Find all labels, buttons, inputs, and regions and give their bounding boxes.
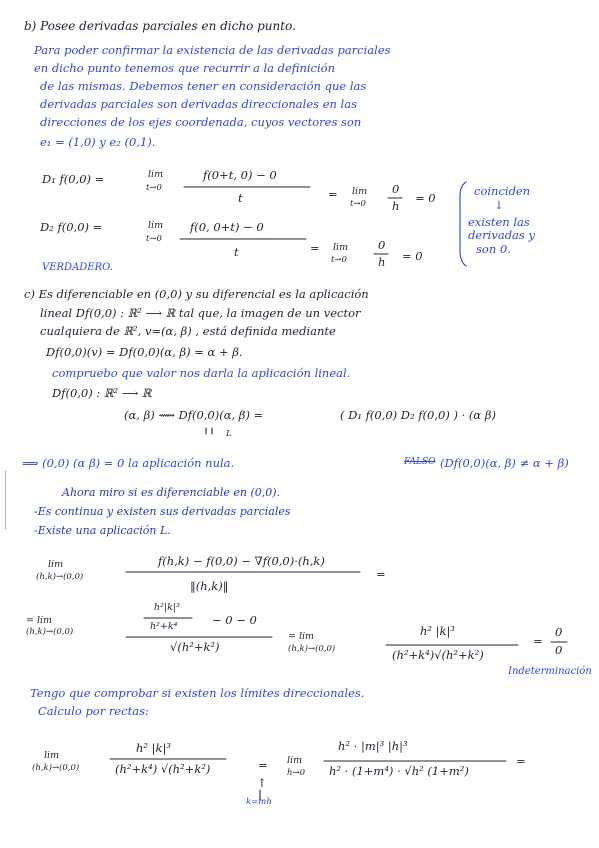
lim3-numerator: h² |k|³ bbox=[136, 741, 171, 755]
d2-lhs: D₂ f(0,0) = bbox=[40, 220, 103, 234]
d2-result: = 0 bbox=[402, 249, 423, 263]
lim2-label: = lim bbox=[26, 615, 53, 626]
lim3-lim2-sub: h→0 bbox=[287, 768, 306, 778]
d1-denominator: t bbox=[238, 191, 243, 205]
intro-line-6: e₁ = (1,0) y e₂ (0,1). bbox=[40, 135, 156, 149]
d1-lim-sub: t→0 bbox=[146, 183, 162, 193]
differential-formula: Df(0,0)(v) = Df(0,0)(α, β) = α + β. bbox=[46, 345, 243, 359]
map-L-marker bbox=[206, 428, 212, 434]
intro-line-5: direcciones de los ejes coordenada, cuyos vectores son bbox=[40, 115, 362, 129]
now-check-line: Ahora miro si es diferenciable en (0,0). bbox=[62, 486, 281, 499]
lim1-sub: (h,k)→(0,0) bbox=[36, 572, 84, 582]
lim2-num-top: h²|k|³ bbox=[154, 602, 180, 613]
lim2-result-top: 0 bbox=[555, 625, 563, 639]
lim2-result-bottom: 0 bbox=[555, 643, 563, 657]
map-rhs: ( D₁ f(0,0) D₂ f(0,0) ) · (α β) bbox=[340, 408, 496, 422]
lim3-den2: h² · (1+m⁴) · √h² (1+m²) bbox=[329, 764, 469, 778]
lim2-result-eq: = bbox=[533, 634, 543, 648]
d1-numerator: f(0+t, 0) − 0 bbox=[203, 168, 277, 182]
lim2-num2: h² |k|³ bbox=[420, 624, 455, 638]
d2-lim2-sub: t→0 bbox=[331, 255, 347, 265]
check-line: compruebo que valor nos darla la aplicación lineal. bbox=[52, 366, 351, 380]
side-note-derivadas: derivadas y bbox=[468, 228, 535, 242]
intro-line-1: Para poder confirmar la existencia de las derivadas parciales bbox=[34, 43, 391, 57]
condition-2: -Existe una aplicación L. bbox=[34, 524, 171, 537]
d2-num2: 0 bbox=[378, 238, 386, 252]
d1-lim2-sub: t→0 bbox=[350, 199, 366, 209]
lim1-denominator: ‖(h,k)‖ bbox=[190, 579, 229, 593]
side-note-coinciden: coinciden bbox=[474, 184, 531, 198]
map-equation: (α, β) ⟿ Df(0,0)(α, β) = bbox=[124, 408, 264, 422]
implies-line: ⟹ (0,0) (α β) = 0 la aplicación nula. bbox=[22, 456, 235, 470]
d2-equals: = bbox=[310, 241, 320, 255]
d2-numerator: f(0, 0+t) − 0 bbox=[190, 220, 264, 234]
false-word: FALSO bbox=[404, 457, 436, 467]
lim2-sub: (h,k)→(0,0) bbox=[26, 627, 74, 637]
condition-1: -Es continua y existen sus derivadas parciales bbox=[34, 505, 291, 518]
lim3-equals: = bbox=[258, 758, 268, 772]
lim2-denominator: √(h²+k²) bbox=[170, 640, 220, 654]
d1-num2: 0 bbox=[392, 182, 400, 196]
lim3-tail: = bbox=[516, 754, 526, 768]
indeterminacy-note: Indeterminación bbox=[508, 666, 592, 677]
verdict-true: VERDADERO. bbox=[42, 262, 113, 273]
d2-denominator: t bbox=[234, 245, 239, 259]
d1-lim2: lim bbox=[352, 186, 368, 197]
lim3-sub: (h,k)→(0,0) bbox=[32, 763, 80, 773]
d2-den2: h bbox=[378, 255, 386, 269]
side-note-brace bbox=[460, 182, 466, 266]
d2-lim: lim bbox=[148, 220, 164, 231]
need-line-2: Calculo por rectas: bbox=[38, 704, 149, 718]
lim2-den2: (h²+k⁴)√(h²+k²) bbox=[392, 648, 484, 662]
d1-lim: lim bbox=[148, 169, 164, 180]
lim2-num-tail: − 0 − 0 bbox=[212, 613, 257, 627]
intro-line-3: de las mismas. Debemos tener en consideración que las bbox=[40, 79, 367, 93]
d1-den2: h bbox=[392, 199, 400, 213]
map-L-label: L bbox=[226, 429, 232, 439]
side-note-son: son 0. bbox=[476, 242, 511, 256]
lim1-label: lim bbox=[48, 559, 64, 570]
section-c-line-2: lineal Df(0,0) : ℝ² ⟶ ℝ tal que, la imagen de un vector bbox=[40, 306, 361, 320]
intro-line-4: derivadas parciales son derivadas direccionales en las bbox=[40, 97, 357, 111]
lim2-eq-sub: (h,k)→(0,0) bbox=[288, 644, 336, 654]
substitution-note: k=mh bbox=[246, 797, 272, 807]
lim2-eq-lim: = lim bbox=[288, 631, 315, 642]
lim3-num2: h² · |m|³ |h|³ bbox=[338, 739, 408, 753]
lim3-label: lim bbox=[44, 750, 60, 761]
d1-lhs: D₁ f(0,0) = bbox=[42, 172, 105, 186]
lim2-num-bottom: h²+k⁴ bbox=[150, 621, 178, 632]
lim3-arrow: ↑ bbox=[257, 776, 267, 790]
lim3-denominator: (h²+k⁴) √(h²+k²) bbox=[115, 762, 211, 776]
false-clarification: (Df(0,0)(α, β) ≠ α + β) bbox=[440, 456, 569, 470]
section-c-line-1: c) Es diferenciable en (0,0) y su diferencial es la aplicación bbox=[24, 287, 369, 301]
d1-equals: = bbox=[328, 187, 338, 201]
map-definition: Df(0,0) : ℝ² ⟶ ℝ bbox=[52, 386, 152, 400]
side-note-existen: existen las bbox=[468, 215, 530, 229]
side-note-arrow: ↓ bbox=[494, 198, 504, 212]
section-c-line-3: cualquiera de ℝ², v=(α, β) , está definida mediante bbox=[40, 324, 336, 338]
d2-lim2: lim bbox=[333, 242, 349, 253]
lim1-numerator: f(h,k) − f(0,0) − ∇f(0,0)·(h,k) bbox=[158, 554, 325, 568]
d1-result: = 0 bbox=[415, 191, 436, 205]
lim3-lim2: lim bbox=[287, 755, 303, 766]
intro-line-2: en dicho punto tenemos que recurrir a la definición bbox=[34, 61, 336, 75]
d2-lim-sub: t→0 bbox=[146, 234, 162, 244]
lim1-equals: = bbox=[376, 567, 386, 581]
section-b-heading: b) Posee derivadas parciales en dicho punto. bbox=[24, 19, 296, 33]
need-line-1: Tengo que comprobar si existen los límites direccionales. bbox=[30, 686, 365, 700]
